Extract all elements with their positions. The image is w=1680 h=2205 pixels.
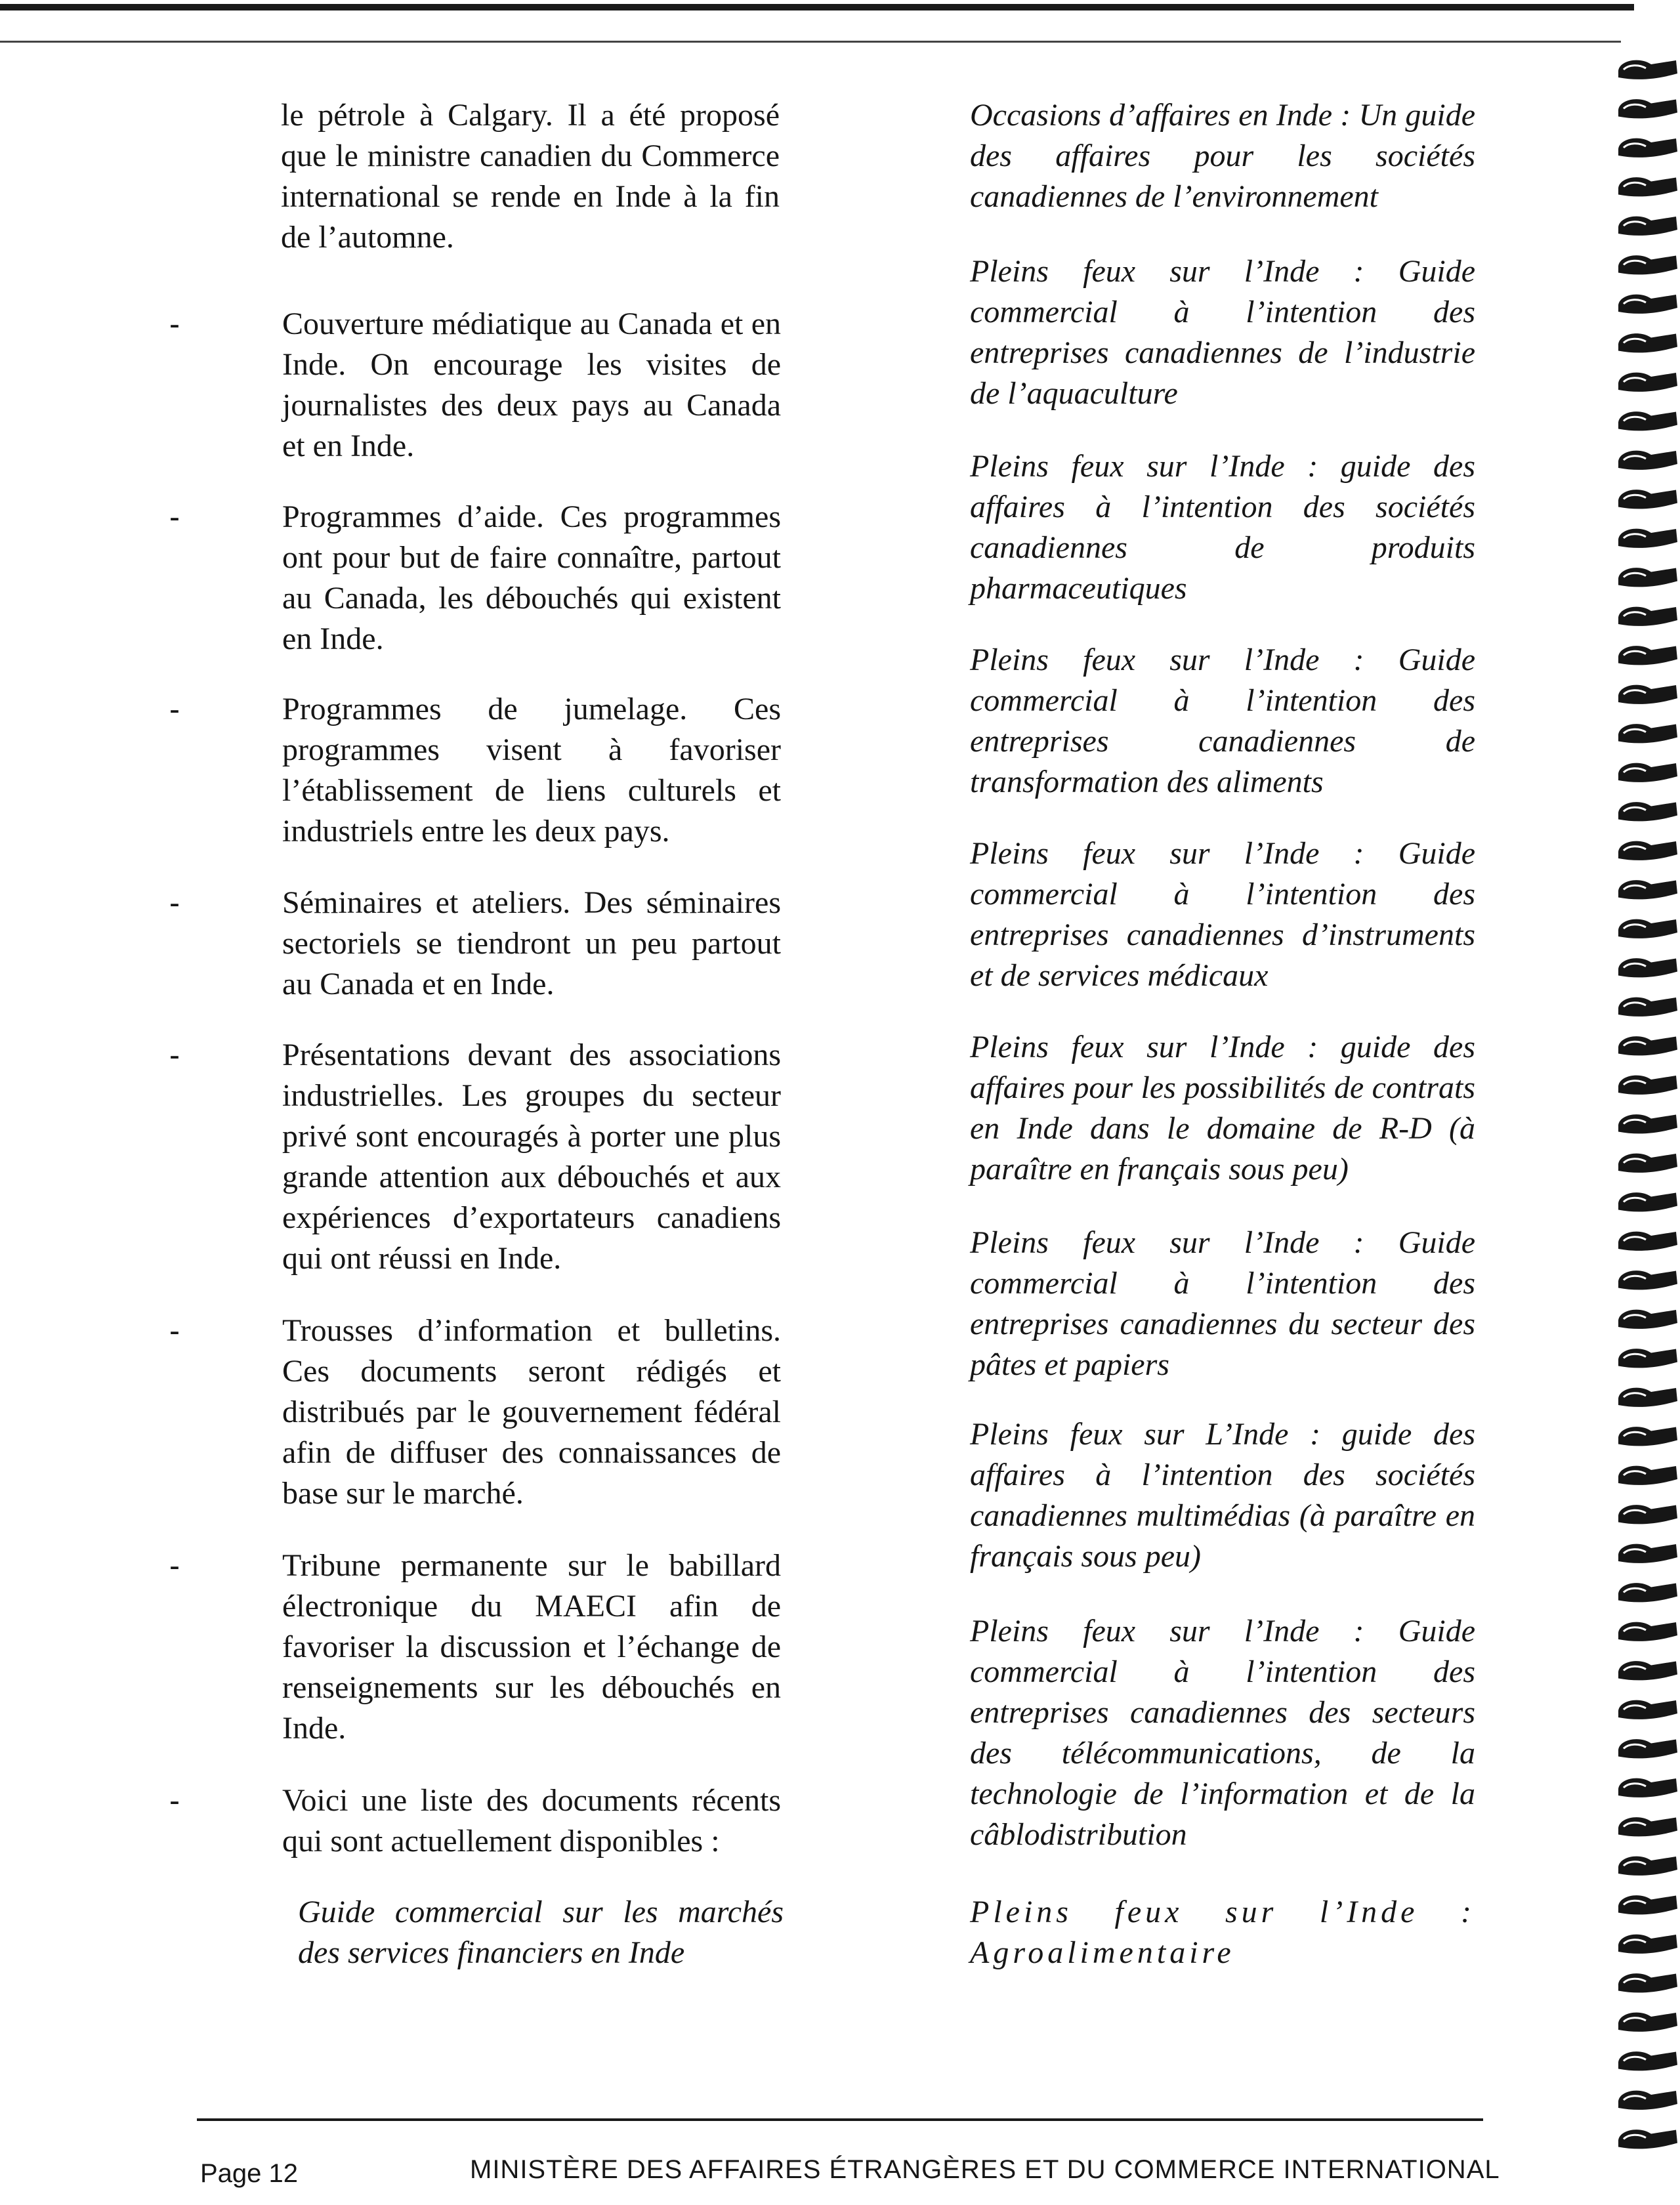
spiral-ring	[1618, 411, 1677, 430]
page-number: Page 12	[200, 2159, 299, 2188]
document-title: Pleins feux sur l’Inde : Guide commercial à l’intention des entreprises canadiennes des secteurs des télécommunications, de la technologie de l’information et de la câblodistribution	[970, 1614, 1475, 1852]
bullet-dash: -	[169, 1784, 180, 1818]
spiral-ring	[1618, 802, 1677, 821]
list-item-text: Tribune permanente sur le babillard électronique du MAECI afin de favoriser la discussion et l’échange de renseignements sur les débouchés en Inde.	[282, 1548, 781, 1746]
document-title: Pleins feux sur l’Inde : Guide commercial à l’intention des entreprises canadiennes de l’industrie de l’aquaculture	[970, 254, 1475, 411]
footer-rule	[197, 2118, 1483, 2121]
spiral-ring	[1618, 1700, 1677, 1719]
top-border-thin	[0, 41, 1621, 43]
spiral-ring	[1618, 490, 1677, 509]
spiral-ring	[1618, 1817, 1677, 1836]
document-title: Pleins feux sur l’Inde : Agroalimentaire	[970, 1895, 1475, 1970]
spiral-ring	[1618, 295, 1677, 314]
top-border	[0, 4, 1634, 10]
list-item-text: Couverture médiatique au Canada et en Inde. On encourage les visites de journalistes des deux pays au Canada et en Inde.	[282, 306, 781, 463]
document-title: Pleins feux sur l’Inde : guide des affaires pour les possibilités de contrats en Inde dans le domaine de R-D (à paraître en français sous peu)	[970, 1030, 1475, 1186]
list-item-text: Voici une liste des documents récents qui sont actuellement disponibles :	[282, 1783, 781, 1858]
spiral-ring	[1618, 1232, 1677, 1251]
spiral-ring	[1618, 1544, 1677, 1563]
spiral-ring	[1618, 841, 1677, 860]
spiral-ring	[1618, 2051, 1677, 2070]
list-item-text: Séminaires et ateliers. Des séminaires sectoriels se tiendront un peu partout au Canada et en Inde.	[282, 885, 781, 1001]
spiral-ring	[1618, 451, 1677, 470]
spiral-ring	[1618, 1388, 1677, 1407]
document-title: Pleins feux sur l’Inde : Guide commercial à l’intention des entreprises canadiennes d’instruments et de services médicaux	[970, 836, 1475, 993]
bullet-dash: -	[169, 1314, 180, 1349]
spiral-ring	[1618, 998, 1677, 1017]
spiral-ring	[1618, 1192, 1677, 1211]
spiral-binding	[1613, 39, 1680, 2205]
spiral-ring	[1618, 685, 1677, 704]
spiral-ring	[1618, 1114, 1677, 1133]
spiral-ring	[1618, 1778, 1677, 1797]
document-title: Pleins feux sur l’Inde : Guide commercial à l’intention des entreprises canadiennes du secteur des pâtes et papiers	[970, 1225, 1475, 1382]
spiral-ring	[1618, 763, 1677, 782]
spiral-ring	[1618, 1076, 1677, 1095]
spiral-ring	[1618, 1857, 1677, 1876]
document-title: Pleins feux sur l’Inde : Guide commercial à l’intention des entreprises canadiennes de transformation des aliments	[970, 642, 1475, 799]
spiral-ring	[1618, 1505, 1677, 1524]
spiral-ring	[1618, 919, 1677, 938]
list-item-text: Présentations devant des associations industrielles. Les groupes du secteur privé sont encouragés à porter une plus grande attention aux débouchés et aux expériences d’exportateurs canadiens qui ont réussi en Inde.	[282, 1038, 781, 1276]
document-title: Guide commercial sur les marchés des services financiers en Inde	[298, 1895, 784, 1970]
spiral-ring	[1618, 1310, 1677, 1329]
spiral-ring	[1618, 880, 1677, 899]
bullet-dash: -	[169, 886, 180, 921]
spiral-ring	[1618, 373, 1677, 392]
spiral-ring	[1618, 1661, 1677, 1680]
spiral-ring	[1618, 529, 1677, 548]
spiral-ring	[1618, 1427, 1677, 1446]
spiral-ring	[1618, 1973, 1677, 1992]
spiral-ring	[1618, 724, 1677, 743]
spiral-ring	[1618, 2013, 1677, 2032]
spiral-ring	[1618, 1935, 1677, 1954]
spiral-ring	[1618, 2091, 1677, 2110]
spiral-ring	[1618, 568, 1677, 587]
spiral-ring	[1618, 1895, 1677, 1914]
spiral-ring	[1618, 177, 1677, 196]
spiral-ring	[1618, 60, 1677, 79]
spiral-ring	[1618, 2130, 1677, 2149]
document-title: Occasions d’affaires en Inde : Un guide des affaires pour les sociétés canadiennes de l’environnement	[970, 98, 1475, 214]
spiral-ring	[1618, 1270, 1677, 1290]
list-item-text: Programmes de jumelage. Ces programmes visent à favoriser l’établissement de liens culturels et industriels entre les deux pays.	[282, 692, 781, 849]
spiral-ring	[1618, 1036, 1677, 1055]
bullet-dash: -	[169, 1549, 180, 1584]
spiral-ring	[1618, 255, 1677, 274]
document-title: Pleins feux sur L’Inde : guide des affaires à l’intention des sociétés canadiennes multimédias (à paraître en français sous peu)	[970, 1417, 1475, 1574]
spiral-ring	[1618, 333, 1677, 352]
bullet-dash: -	[169, 1038, 180, 1073]
continuation-paragraph: le pétrole à Calgary. Il a été proposé que le ministre canadien du Commerce international se rende en Inde à la fin de l’automne.	[281, 98, 780, 255]
spiral-ring	[1618, 607, 1677, 626]
spiral-ring	[1618, 1583, 1677, 1602]
spiral-ring	[1618, 646, 1677, 665]
document-title: Pleins feux sur l’Inde : guide des affaires à l’intention des sociétés canadiennes de produits pharmaceutiques	[970, 449, 1475, 606]
bullet-dash: -	[169, 307, 180, 342]
spiral-ring	[1618, 1622, 1677, 1641]
footer-title: MINISTÈRE DES AFFAIRES ÉTRANGÈRES ET DU COMMERCE INTERNATIONAL	[470, 2155, 1500, 2184]
spiral-ring	[1618, 1466, 1677, 1485]
spiral-ring	[1618, 217, 1677, 236]
spiral-ring	[1618, 1739, 1677, 1758]
spiral-ring	[1618, 99, 1677, 118]
bullet-dash: -	[169, 692, 180, 727]
list-item-text: Trousses d’information et bulletins. Ces documents seront rédigés et distribués par le gouvernement fédéral afin de diffuser des connaissances de base sur le marché.	[282, 1313, 781, 1511]
list-item-text: Programmes d’aide. Ces programmes ont pour but de faire connaître, partout au Canada, les débouchés qui existent en Inde.	[282, 499, 781, 656]
spiral-ring	[1618, 1154, 1677, 1173]
spiral-ring	[1618, 958, 1677, 977]
spiral-ring	[1618, 138, 1677, 158]
spiral-ring	[1618, 1349, 1677, 1368]
bullet-dash: -	[169, 500, 180, 535]
